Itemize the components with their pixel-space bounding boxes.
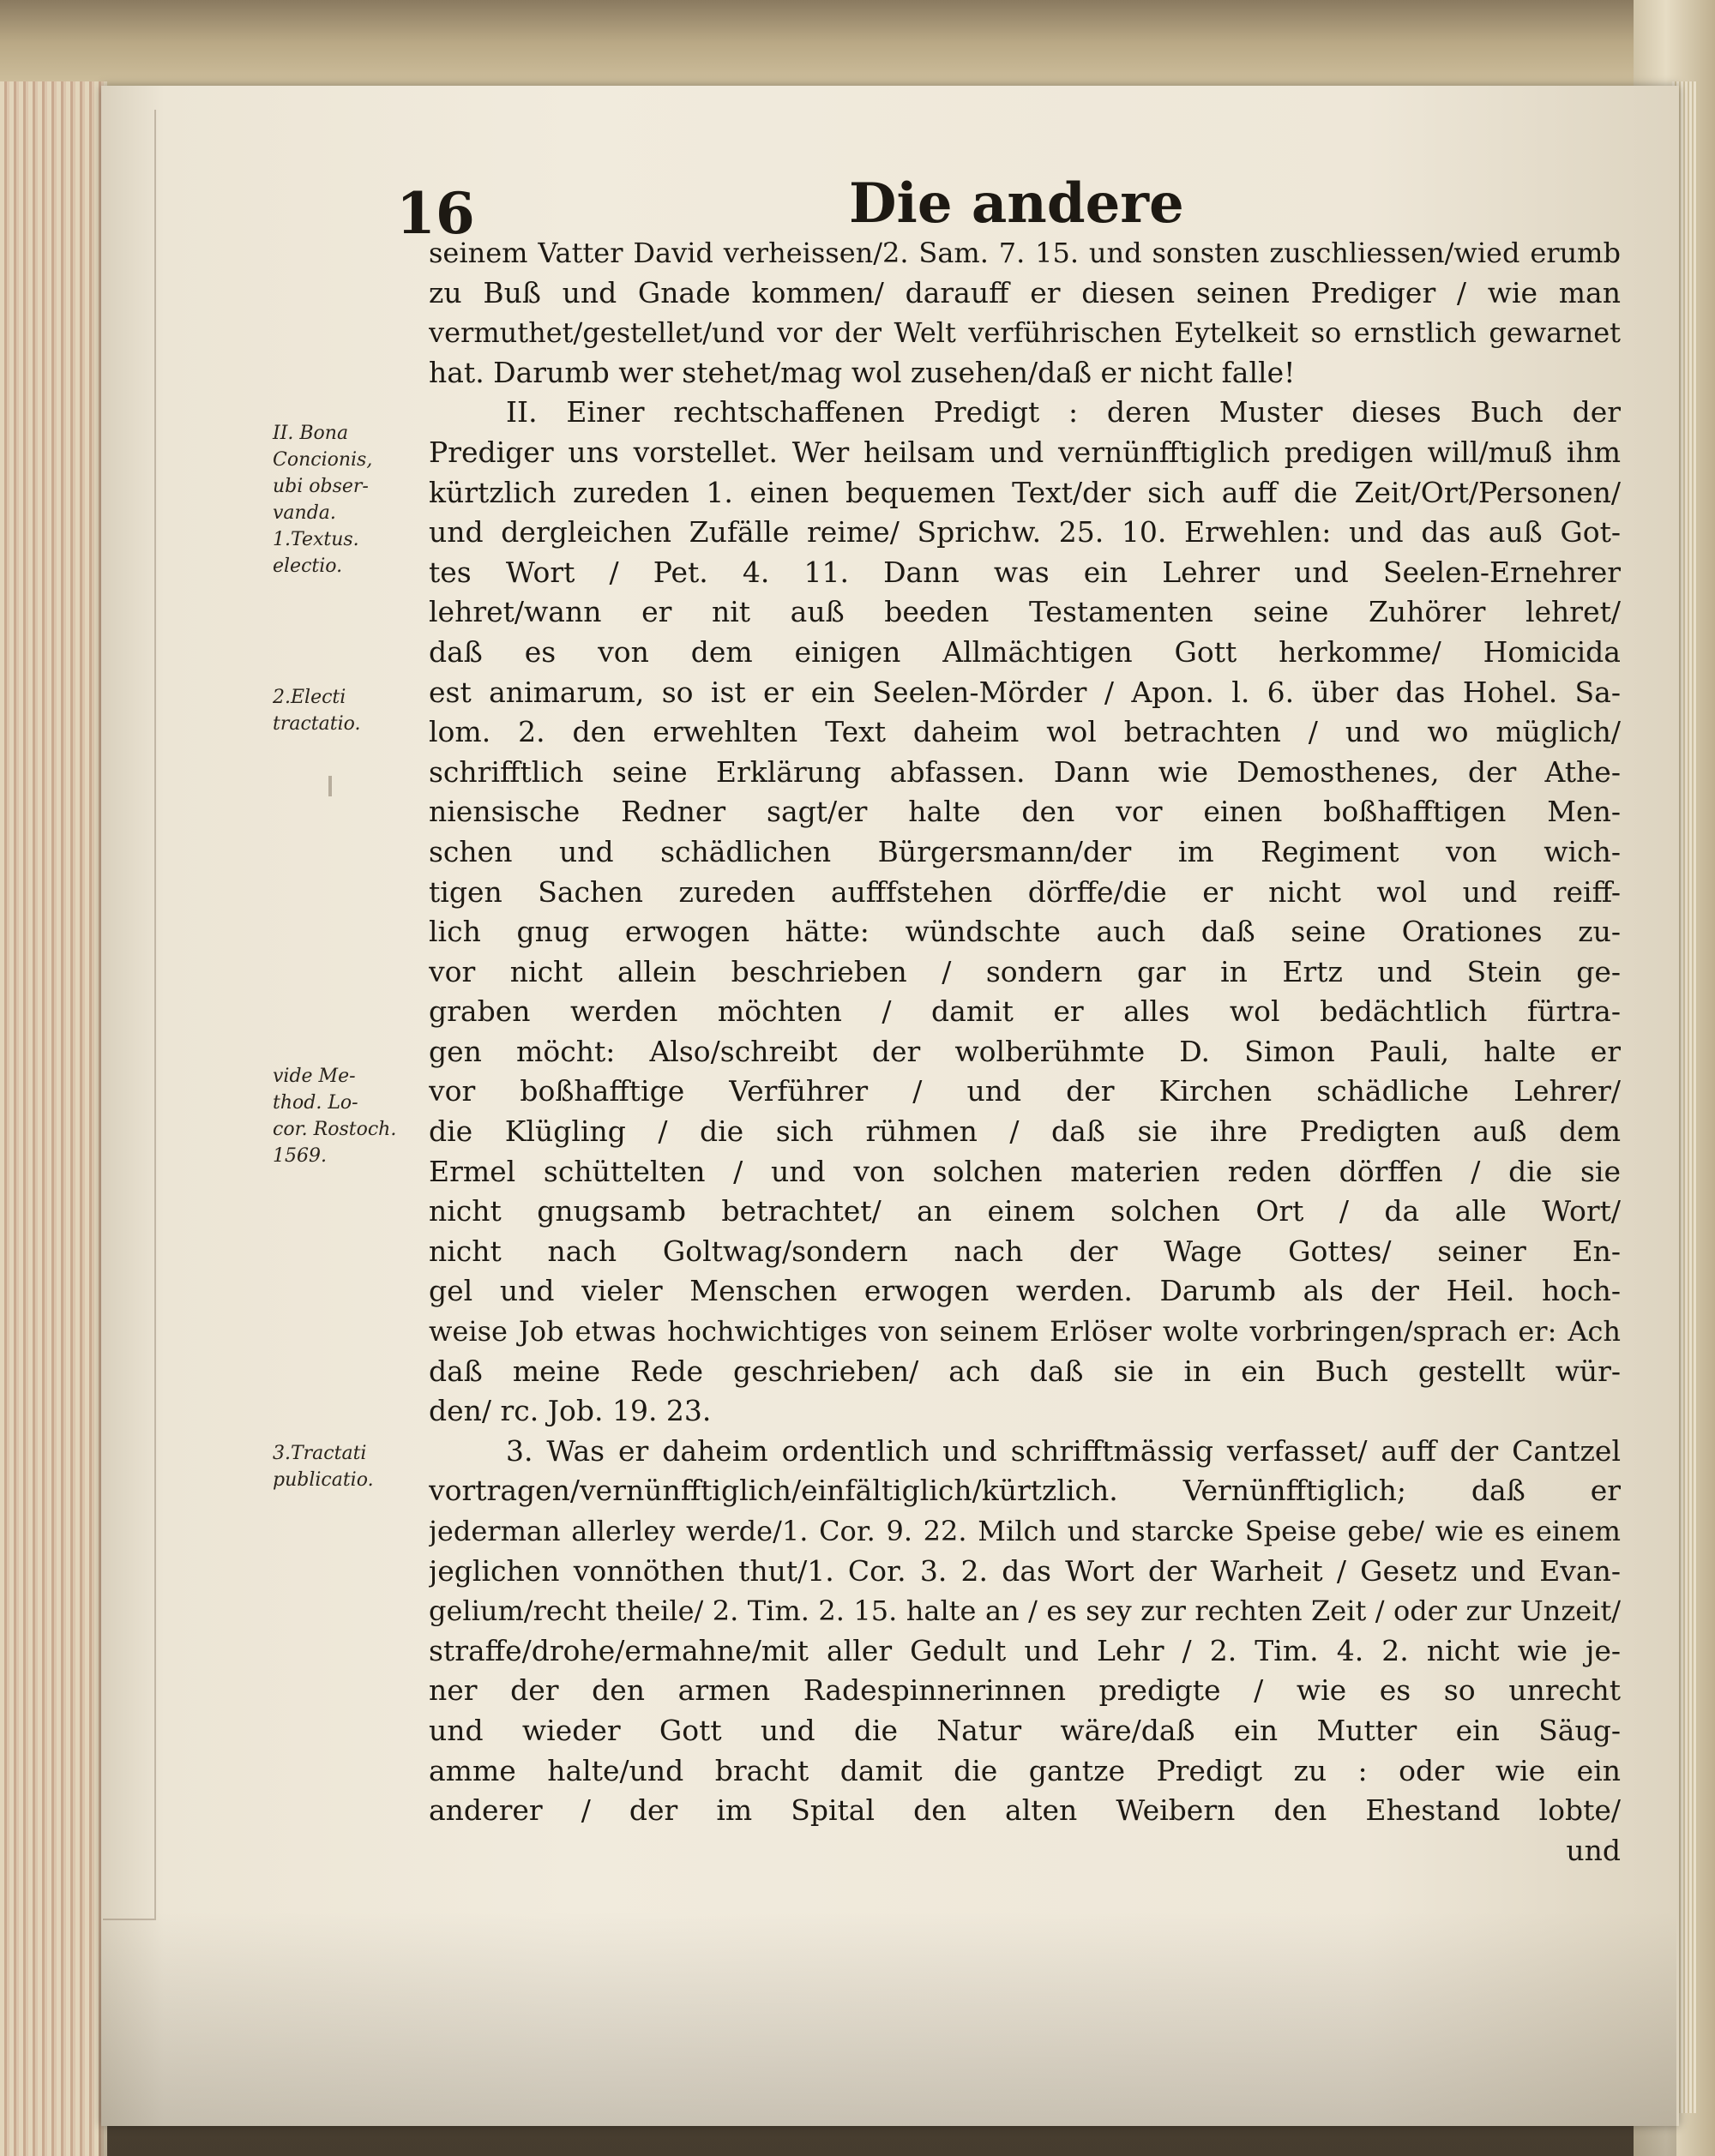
- text-line: jederman allerley werde/1. Cor. 9. 22. Milch und starcke Speise gebe/ wie es einem: [429, 1515, 1621, 1547]
- margin-note-line: II. Bona: [273, 423, 349, 444]
- text-line: vor nicht allein beschrieben / sondern gar in Ertz und Stein ge-: [429, 954, 1621, 988]
- text-line: Prediger uns vorstellet. Wer heilsam und vernünfftiglich predigen will/muß ihm: [429, 435, 1621, 469]
- text-line: lich gnug erwogen hätte: wündschte auch daß seine Orationes zu-: [429, 915, 1621, 949]
- text-line: gen möcht: Also/schreibt der wolberühmte D. Simon Pauli, halte er: [429, 1034, 1621, 1068]
- margin-note-line: 1569.: [273, 1145, 327, 1167]
- text-line: ner der den armen Radespinnerinnen predigte / wie es so unrecht: [429, 1673, 1621, 1708]
- text-line: amme halte/und bracht damit die gantze Predigt zu : oder wie ein: [429, 1753, 1621, 1787]
- text-line: den/ rc. Job. 19. 23.: [429, 1394, 712, 1428]
- text-line: 3. Was er daheim ordentlich und schrifftmässig verfasset/ auff der Cantzel: [506, 1433, 1621, 1468]
- margin-note-line: Concionis,: [273, 449, 373, 471]
- text-line: kürtzlich zureden 1. einen bequemen Text/der sich auff die Zeit/Ort/Personen/: [429, 475, 1621, 509]
- running-head: Die andere: [849, 171, 1184, 236]
- text-line: die Klügling / die sich rühmen / daß sie ihre Predigten auß dem: [429, 1114, 1621, 1149]
- margin-note-line: 1.Textus.: [273, 529, 359, 550]
- text-line: schen und schädlichen Bürgersmann/der im Regiment von wich-: [429, 834, 1621, 868]
- text-line: seinem Vatter David verheissen/2. Sam. 7. 15. und sonsten zuschliessen/wied erumb: [429, 237, 1621, 269]
- body-text: [429, 233, 1621, 1871]
- text-line: nicht gnugsamb betrachtet/ an einem solchen Ort / da alle Wort/: [429, 1194, 1621, 1228]
- margin-note-line: electio.: [273, 556, 343, 577]
- text-line: vermuthet/gestellet/und vor der Welt verführischen Eytelkeit so ernstlich gewarnet: [429, 316, 1621, 350]
- text-line: und dergleichen Zufälle reime/ Sprichw. 25. 10. Erwehlen: und das auß Got-: [429, 515, 1621, 550]
- text-line: und wieder Gott und die Natur wäre/daß ein Mutter ein Säug-: [429, 1713, 1621, 1747]
- margin-note-line: 2.Electi: [273, 687, 346, 708]
- text-line: straffe/drohe/ermahne/mit aller Gedult und Lehr / 2. Tim. 4. 2. nicht wie je-: [429, 1633, 1621, 1667]
- text-line: niensische Redner sagt/er halte den vor einen boßhafftigen Men-: [429, 795, 1621, 829]
- margin-note-line: vanda.: [273, 502, 336, 524]
- text-line: schrifftlich seine Erklärung abfassen. Dann wie Demosthenes, der Athe-: [429, 754, 1621, 789]
- margin-note-line: cor. Rostoch.: [273, 1119, 397, 1140]
- text-line: II. Einer rechtschaffenen Predigt : deren Muster dieses Buch der: [506, 395, 1621, 429]
- text-line: tigen Sachen zureden aufffstehen dörffe/die er nicht wol und reiff-: [429, 874, 1621, 909]
- text-line: lom. 2. den erwehlten Text daheim wol betrachten / und wo müglich/: [429, 715, 1621, 749]
- margin-note: [273, 1063, 444, 1169]
- text-line: anderer / der im Spital den alten Weibern den Ehestand lobte/: [429, 1793, 1621, 1828]
- text-line: est animarum, so ist er ein Seelen-Mörder / Apon. l. 6. über das Hohel. Sa-: [429, 675, 1621, 709]
- book-cover-top: [0, 0, 1715, 94]
- text-line: daß es von dem einigen Allmächtigen Gott herkomme/ Homicida: [429, 634, 1621, 669]
- text-line: graben werden möchten / damit er alles wol bedächtlich fürtra-: [429, 994, 1621, 1029]
- text-line: Ermel schüttelten / und von solchen materien reden dörffen / die sie: [429, 1154, 1621, 1188]
- margin-note-line: tractatio.: [273, 713, 361, 735]
- page-number: 16: [396, 180, 475, 247]
- text-line: gelium/recht theile/ 2. Tim. 2. 15. halte an / es sey zur rechten Zeit / oder zur Unzeit/: [429, 1594, 1621, 1628]
- margin-note-line: publicatio.: [273, 1469, 374, 1491]
- catchword: und: [1566, 1833, 1621, 1867]
- margin-note-line: ubi obser-: [273, 476, 369, 497]
- text-line: vortragen/vernünfftiglich/einfältiglich/kürtzlich. Vernünfftiglich; daß er: [429, 1474, 1621, 1508]
- margin-note: [273, 420, 444, 580]
- text-line: jeglichen vonnöthen thut/1. Cor. 3. 2. das Wort der Warheit / Gesetz und Evan-: [429, 1553, 1621, 1588]
- margin-note-line: thod. Lo-: [273, 1092, 358, 1114]
- text-line: lehret/wann er nit auß beeden Testamenten seine Zuhörer lehret/: [429, 595, 1621, 629]
- text-line: nicht nach Goltwag/sondern nach der Wage Gottes/ seiner En-: [429, 1234, 1621, 1268]
- text-line: daß meine Rede geschrieben/ ach daß sie in ein Buch gestellt wür-: [429, 1354, 1621, 1388]
- text-line: gel und vieler Menschen erwogen werden. Darumb als der Heil. hoch-: [429, 1274, 1621, 1308]
- text-line: zu Buß und Gnade kommen/ darauff er diesen seinen Prediger / wie man: [429, 275, 1621, 309]
- margin-note-line: vide Me-: [273, 1066, 356, 1087]
- margin-note: [273, 1440, 444, 1493]
- text-line: hat. Darumb wer stehet/mag wol zusehen/daß er nicht falle!: [429, 355, 1296, 389]
- margin-note: [273, 684, 444, 737]
- page-bleed-outline: [103, 110, 156, 1920]
- text-line: weise Job etwas hochwichtiges von seinem Erlöser wolte vorbringen/sprach er: Ach: [429, 1315, 1621, 1348]
- margin-note-line: 3.Tractati: [273, 1443, 367, 1464]
- page-edges-left: [0, 81, 107, 2156]
- text-line: vor boßhafftige Verführer / und der Kirchen schädliche Lehrer/: [429, 1074, 1621, 1108]
- text-line: tes Wort / Pet. 4. 11. Dann was ein Lehrer und Seelen-Ernehrer: [429, 555, 1621, 589]
- page-mark: [328, 776, 332, 796]
